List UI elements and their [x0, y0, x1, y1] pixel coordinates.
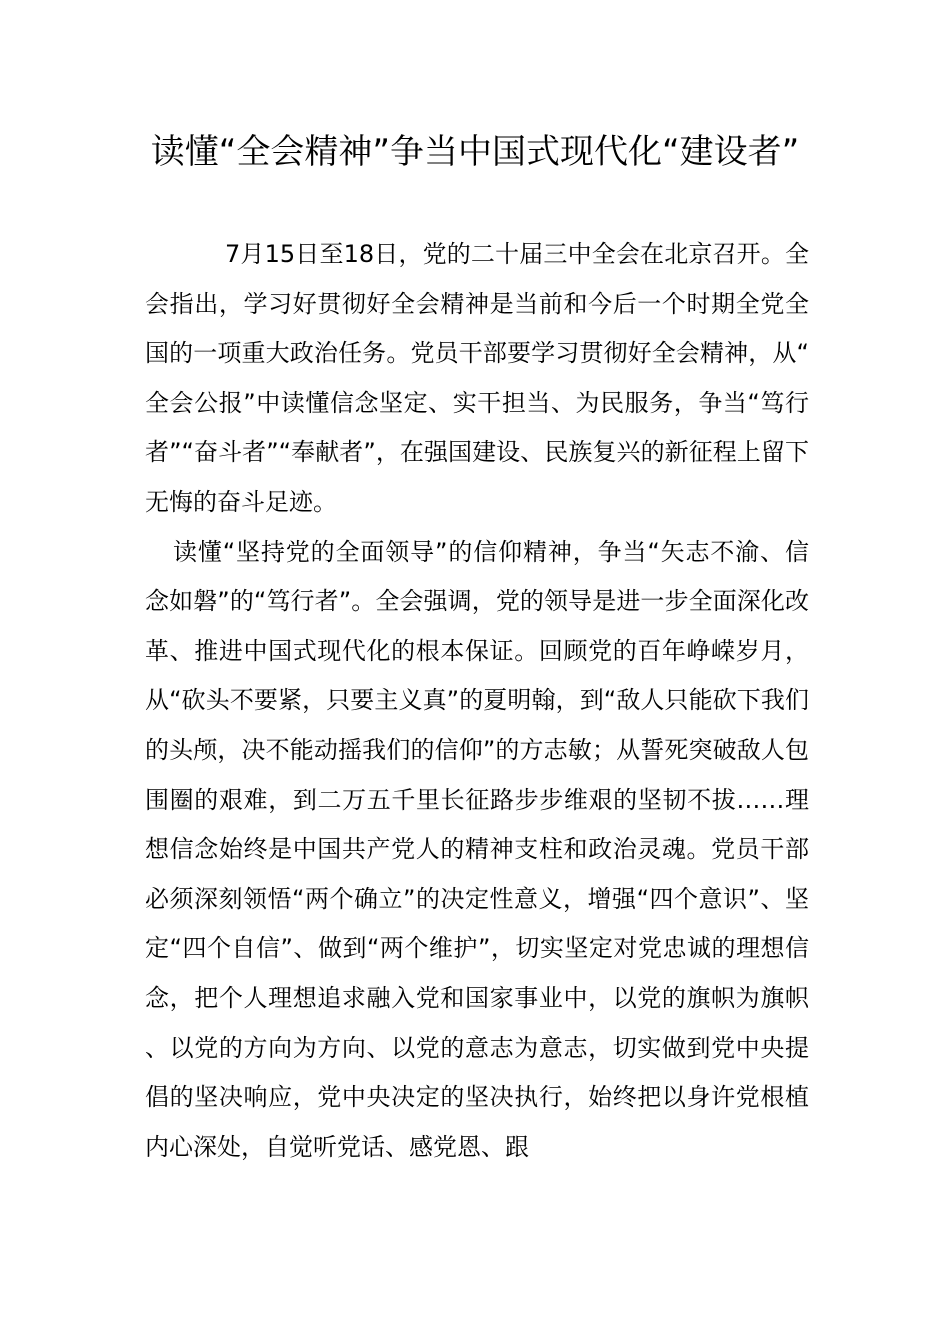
document-body — [145, 230, 809, 1172]
document-title: 读懂“全会精神”争当中国式现代化“建设者” — [150, 132, 800, 172]
paragraph-intro: 7月15日至18日，党的二十届三中全会在北京召开。全会指出，学习好贯彻好全会精神是当前和今后一个时期全党全国的一项重大政治任务。党员干部要学习贯彻好全会精神，从“全会公报”中读懂信念坚定、实干担当、为民服务，争当“笃行者”“奋斗者”“奉献者”，在强国建设、民族复兴的新征程上留下无悔的奋斗足迹。 — [145, 240, 809, 516]
paragraph-faith: 读懂“坚持党的全面领导”的信仰精神，争当“矢志不渝、信念如磐”的“笃行者”。全会强调，党的领导是进一步全面深化改革、推进中国式现代化的根本保证。回顾党的百年峥嵘岁月，从“砍头不要紧，只要主义真”的夏明翰，到“敌人只能砍下我们的头颅，决不能动摇我们的信仰”的方志敏；从誓死突破敌人包围圈的艰难，到二万五千里长征路步步维艰的坚韧不拔……理想信念始终是中国共产党人的精神支柱和政治灵魂。党员干部必须深刻领悟“两个确立”的决定性意义，增强“四个意识”、坚定“四个自信”、做到“两个维护”，切实坚定对党忠诚的理想信念，把个人理想追求融入党和国家事业中，以党的旗帜为旗帜、以党的方向为方向、以党的意志为意志，切实做到党中央提倡的坚决响应，党中央决定的坚决执行，始终把以身许党根植内心深处，自觉听党话、感党恩、跟 — [145, 537, 809, 1161]
